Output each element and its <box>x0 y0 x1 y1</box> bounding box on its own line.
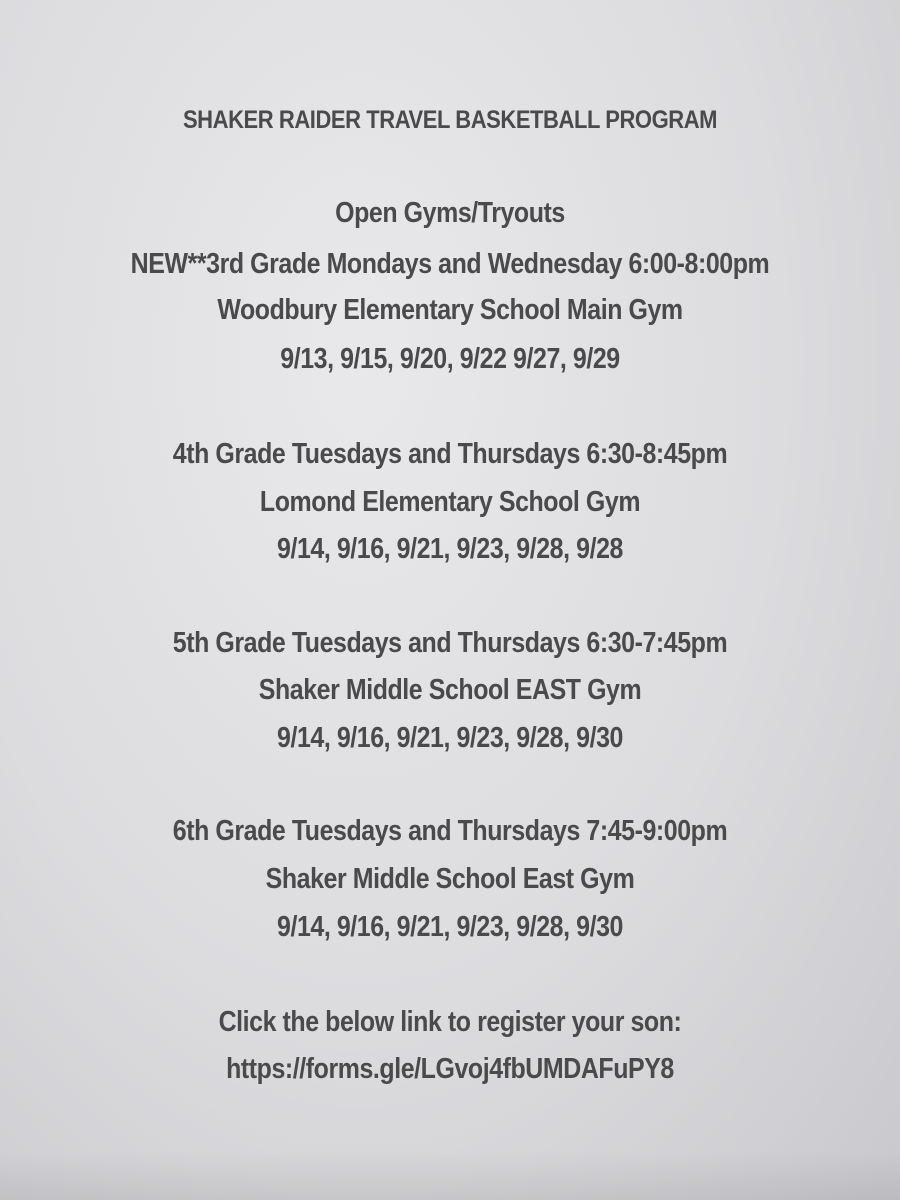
paper-shadow <box>0 1150 900 1200</box>
register-link: https://forms.gle/LGvoj4fbUMDAFuPY8 <box>226 1053 674 1085</box>
session-6th-schedule: 6th Grade Tuesdays and Thursdays 7:45-9:00pm <box>172 815 728 847</box>
session-5th-location: Shaker Middle School EAST Gym <box>258 674 642 706</box>
session-5th-schedule: 5th Grade Tuesdays and Thursdays 6:30-7:45pm <box>172 627 728 659</box>
session-3rd-location: Woodbury Elementary School Main Gym <box>217 294 683 326</box>
session-6th-location: Shaker Middle School East Gym <box>265 863 635 895</box>
session-6th-dates: 9/14, 9/16, 9/21, 9/23, 9/28, 9/30 <box>277 911 623 943</box>
session-3rd-dates: 9/13, 9/15, 9/20, 9/22 9/27, 9/29 <box>280 343 620 375</box>
session-4th-location: Lomond Elementary School Gym <box>259 486 641 518</box>
register-instruction: Click the below link to register your son: <box>218 1006 682 1038</box>
session-4th-schedule: 4th Grade Tuesdays and Thursdays 6:30-8:45pm <box>172 438 728 470</box>
document-title: SHAKER RAIDER TRAVEL BASKETBALL PROGRAM <box>182 106 718 134</box>
session-4th-dates: 9/14, 9/16, 9/21, 9/23, 9/28, 9/28 <box>277 533 623 565</box>
session-5th-dates: 9/14, 9/16, 9/21, 9/23, 9/28, 9/30 <box>277 722 623 754</box>
section-subtitle: Open Gyms/Tryouts <box>335 197 565 229</box>
session-3rd-schedule: NEW**3rd Grade Mondays and Wednesday 6:00-8:00pm <box>130 248 770 280</box>
